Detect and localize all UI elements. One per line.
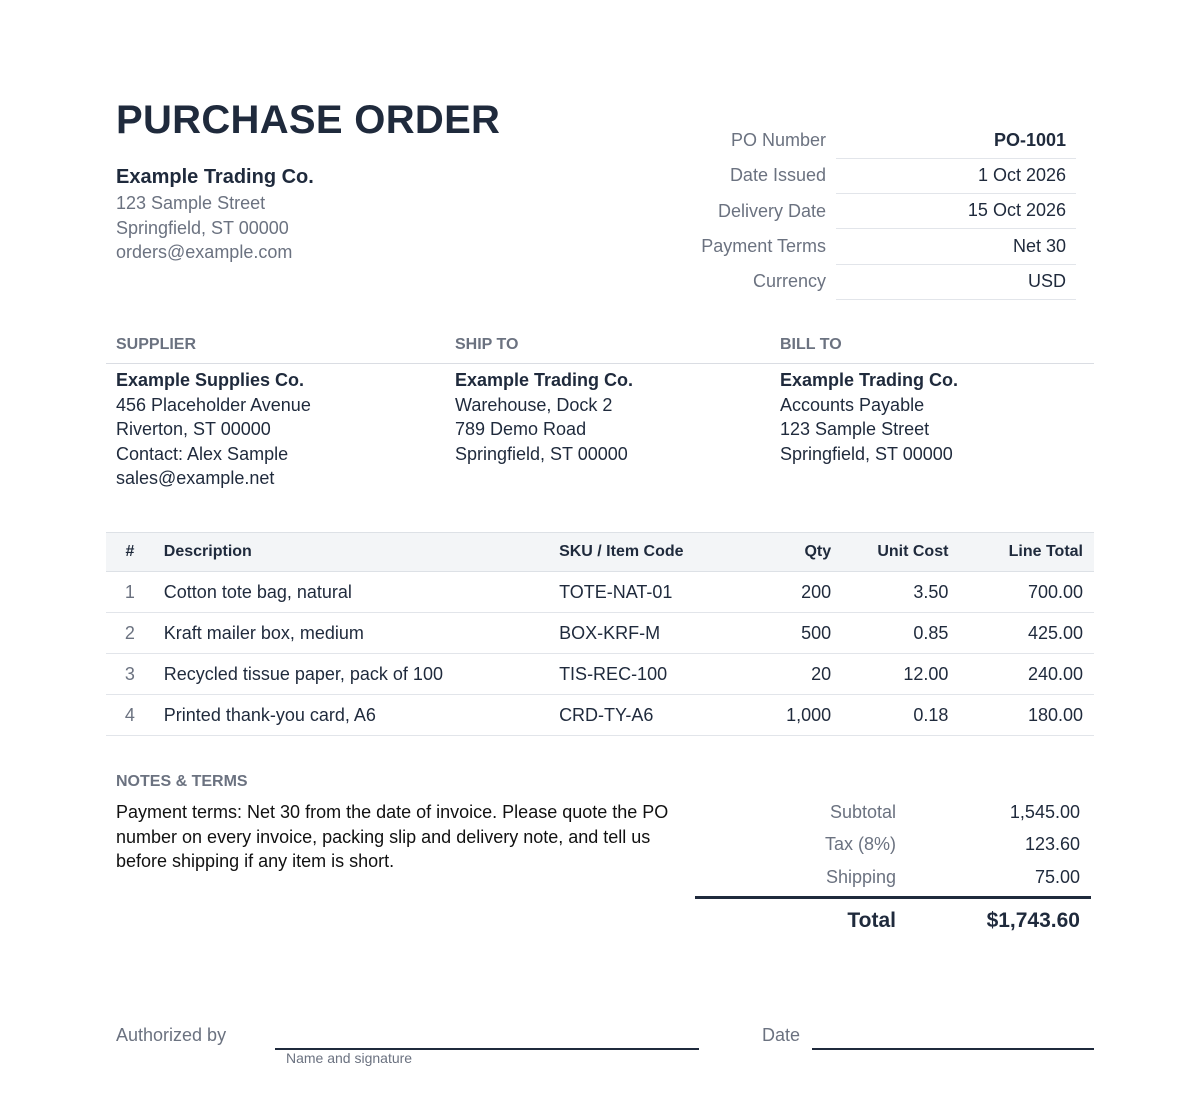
party-divider [106, 363, 1094, 364]
shipping-label: Shipping [825, 866, 896, 887]
ship-to-block [455, 368, 633, 466]
col-header-description: Description [154, 533, 559, 572]
company-address-line2: Springfield, ST 00000 [116, 218, 289, 238]
date-line[interactable] [812, 1048, 1094, 1050]
authorized-by-label: Authorized by [116, 1025, 227, 1045]
line-items-table [106, 532, 1094, 736]
supplier-line: 456 Placeholder Avenue [116, 394, 311, 415]
shipping-row [695, 861, 1091, 894]
company-address-line1: 123 Sample Street [116, 193, 266, 213]
table-row [106, 654, 1094, 695]
tax-value: 123.60 [1024, 834, 1080, 855]
table-row [106, 572, 1094, 613]
bill-to-heading: BILL TO [780, 336, 842, 353]
item-sku: CRD-TY-A6 [559, 695, 745, 736]
bill-to-line: Springfield, ST 00000 [780, 443, 953, 464]
total-label: Total [847, 908, 896, 932]
bill-to-block [780, 368, 958, 466]
item-qty: 1,000 [745, 695, 831, 736]
item-description: Recycled tissue paper, pack of 100 [154, 654, 559, 695]
ship-to-line: Warehouse, Dock 2 [455, 394, 613, 415]
po-number-value: PO-1001 [836, 123, 1076, 159]
po-meta-table [680, 123, 1076, 299]
meta-label: PO Number [730, 130, 826, 151]
item-line-total: 180.00 [948, 695, 1094, 736]
bill-to-line: Accounts Payable [780, 394, 925, 415]
col-header-sku: SKU / Item Code [559, 533, 745, 572]
col-header-line-total: Line Total [948, 533, 1094, 572]
supplier-block [116, 368, 311, 491]
document-title: PURCHASE ORDER [116, 98, 501, 142]
meta-label: Delivery Date [717, 200, 826, 221]
supplier-heading: SUPPLIER [116, 336, 197, 353]
table-row [106, 613, 1094, 654]
meta-row-po-number [680, 123, 1076, 158]
supplier-name: Example Supplies Co. [116, 370, 305, 390]
supplier-line: Riverton, ST 00000 [116, 419, 271, 439]
shipping-value: 75.00 [1034, 866, 1080, 887]
row-number: 4 [106, 695, 154, 736]
bill-to-name: Example Trading Co. [780, 370, 959, 390]
currency-value: USD [836, 264, 1076, 300]
tax-label: Tax (8%) [824, 834, 896, 855]
item-sku: TOTE-NAT-01 [559, 572, 745, 613]
totals-block [695, 796, 1091, 943]
item-unit-cost: 0.18 [831, 695, 948, 736]
item-qty: 200 [745, 572, 831, 613]
col-header-num: # [106, 533, 154, 572]
item-unit-cost: 0.85 [831, 613, 948, 654]
ship-to-line: Springfield, ST 00000 [455, 443, 628, 464]
supplier-email: sales@example.net [116, 468, 275, 488]
payment-terms-value: Net 30 [836, 228, 1076, 264]
item-line-total: 425.00 [948, 613, 1094, 654]
item-line-total: 700.00 [948, 572, 1094, 613]
meta-row-date-issued [680, 158, 1076, 193]
ship-to-name: Example Trading Co. [455, 370, 634, 390]
item-sku: BOX-KRF-M [559, 613, 745, 654]
meta-row-currency [680, 264, 1076, 299]
meta-row-delivery-date [680, 194, 1076, 229]
item-sku: TIS-REC-100 [559, 654, 745, 695]
table-row [106, 695, 1094, 736]
item-description: Printed thank-you card, A6 [154, 695, 559, 736]
item-description: Cotton tote bag, natural [154, 572, 559, 613]
col-header-unit-cost: Unit Cost [831, 533, 948, 572]
delivery-date-value: 15 Oct 2026 [836, 193, 1076, 229]
tax-row [695, 829, 1091, 862]
col-header-qty: Qty [745, 533, 831, 572]
total-value: $1,743.60 [986, 908, 1080, 932]
company-name: Example Trading Co. [116, 166, 314, 188]
item-qty: 500 [745, 613, 831, 654]
date-label: Date [762, 1025, 801, 1045]
meta-label: Currency [752, 271, 826, 292]
ship-to-heading: SHIP TO [455, 336, 519, 353]
notes-text: Payment terms: Net 30 from the date of invoice. Please quote the PO number on every invoice, packing slip and delivery note, and tell us before shipping if any item is short. [116, 802, 669, 871]
item-unit-cost: 12.00 [831, 654, 948, 695]
ship-to-line: 789 Demo Road [455, 419, 587, 439]
meta-label: Payment Terms [701, 236, 826, 257]
subtotal-row [695, 796, 1091, 829]
supplier-contact: Contact: Alex Sample [116, 443, 289, 464]
item-unit-cost: 3.50 [831, 572, 948, 613]
meta-label: Date Issued [729, 165, 826, 186]
row-number: 1 [106, 572, 154, 613]
item-qty: 20 [745, 654, 831, 695]
row-number: 2 [106, 613, 154, 654]
table-header-row [106, 533, 1094, 572]
meta-row-payment-terms [680, 229, 1076, 264]
company-email: orders@example.com [116, 242, 293, 262]
subtotal-label: Subtotal [829, 801, 896, 822]
notes-heading: NOTES & TERMS [116, 773, 248, 790]
item-line-total: 240.00 [948, 654, 1094, 695]
subtotal-value: 1,545.00 [1009, 801, 1080, 822]
signature-hint: Name and signature [286, 1050, 413, 1066]
grand-total-row [695, 899, 1091, 943]
item-description: Kraft mailer box, medium [154, 613, 559, 654]
bill-to-line: 123 Sample Street [780, 419, 930, 439]
row-number: 3 [106, 654, 154, 695]
date-issued-value: 1 Oct 2026 [836, 158, 1076, 194]
